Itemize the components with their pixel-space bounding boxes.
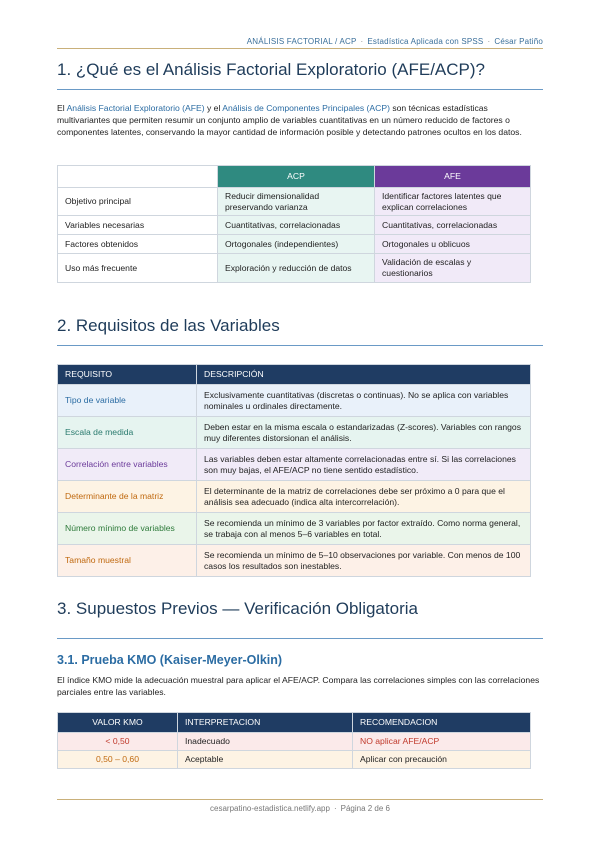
table-row	[58, 751, 531, 769]
table-header-recommendation: RECOMENDACION	[353, 713, 531, 733]
row-label: Variables necesarias	[58, 216, 218, 235]
section3-rule	[57, 638, 543, 639]
intro-highlight-acp: Análisis de Componentes Principales (ACP)	[222, 103, 390, 113]
footer-divider	[57, 799, 543, 800]
table-header-row	[58, 365, 531, 385]
kmo-subsection-title: 3.1. Prueba KMO (Kaiser-Meyer-Olkin)	[57, 653, 283, 667]
requirement-name: Determinante de la matriz	[58, 481, 197, 513]
acp-cell: Exploración y reducción de datos	[218, 254, 375, 283]
afe-cell: Validación de escalas y cuestionarios	[375, 254, 531, 283]
table-header-row	[58, 166, 531, 188]
acp-cell: Reducir dimensionalidad preservando varianza	[218, 188, 375, 216]
table-row	[58, 733, 531, 751]
afe-cell: Cuantitativas, correlacionadas	[375, 216, 531, 235]
footer-separator: ·	[333, 804, 337, 813]
table-row	[58, 216, 531, 235]
requirement-name: Correlación entre variables	[58, 449, 197, 481]
acp-cell: Ortogonales (independientes)	[218, 235, 375, 254]
kmo-table	[57, 712, 531, 769]
table-row	[58, 188, 531, 216]
section1-title: 1. ¿Qué es el Análisis Factorial Exploratorio (AFE/ACP)?	[57, 60, 485, 79]
header-separator: ·	[360, 37, 364, 46]
kmo-interpretation: Aceptable	[178, 751, 353, 769]
footer-page-number: Página 2 de 6	[340, 804, 390, 813]
intro-prefix: El	[57, 103, 67, 113]
afe-cell: Ortogonales u oblicuos	[375, 235, 531, 254]
requirement-name: Escala de medida	[58, 417, 197, 449]
table-row	[58, 513, 531, 545]
requirement-name: Tamaño muestral	[58, 545, 197, 577]
table-row	[58, 545, 531, 577]
kmo-description: El índice KMO mide la adecuación muestral para aplicar el AFE/ACP. Compara las correlaciones simples con las correlaciones parciales entre las variables.	[57, 675, 540, 698]
requirement-name: Número mínimo de variables	[58, 513, 197, 545]
requirement-description: Las variables deben estar altamente correlacionadas entre sí. Si las correlaciones son muy bajas, el AFE/ACP no tiene sentido estadístico.	[197, 449, 531, 481]
requirement-name: Tipo de variable	[58, 385, 197, 417]
running-header	[247, 37, 543, 46]
intro-rest: son técnicas estadísticas multivariantes que permiten resumir un conjunto amplio de variables cuantitativas en un número reducido de factores o componentes latentes, conservando la mayor cantidad de información posible y detectando patrones ocultos en los datos.	[57, 103, 522, 138]
header-author: César Patiño	[494, 37, 543, 46]
table-header-blank	[58, 166, 218, 188]
kmo-recommendation: NO aplicar AFE/ACP	[353, 733, 531, 751]
intro-highlight-afe: Análisis Factorial Exploratorio (AFE)	[66, 103, 205, 113]
requirement-description: Exclusivamente cuantitativas (discretas o continuas). No se aplica con variables nominales u ordinales directamente.	[197, 385, 531, 417]
footer-site: cesarpatino-estadistica.netlify.app	[210, 804, 330, 813]
section1-rule	[57, 89, 543, 90]
table-header-interpretation: INTERPRETACION	[178, 713, 353, 733]
table-row	[58, 254, 531, 283]
table-header-afe: AFE	[375, 166, 531, 188]
header-title: ANÁLISIS FACTORIAL / ACP	[246, 37, 357, 46]
header-divider	[57, 48, 543, 49]
row-label: Objetivo principal	[58, 188, 218, 216]
acp-cell: Cuantitativas, correlacionadas	[218, 216, 375, 235]
section3-title: 3. Supuestos Previos — Verificación Obligatoria	[57, 599, 418, 618]
table-header-kmo-value: VALOR KMO	[58, 713, 178, 733]
intro-mid: y el	[204, 103, 223, 113]
table-row	[58, 481, 531, 513]
kmo-value: < 0,50	[58, 733, 178, 751]
table-header-descripcion: DESCRIPCIÓN	[197, 365, 531, 385]
afe-cell: Identificar factores latentes que explican correlaciones	[375, 188, 531, 216]
kmo-recommendation: Aplicar con precaución	[353, 751, 531, 769]
row-label: Uso más frecuente	[58, 254, 218, 283]
acp-afe-comparison-table	[57, 165, 531, 283]
requirement-description: Se recomienda un mínimo de 3 variables por factor extraído. Como norma general, se trabaja con al menos 5–6 variables en total.	[197, 513, 531, 545]
table-header-acp: ACP	[218, 166, 375, 188]
header-subtitle: Estadística Aplicada con SPSS	[367, 37, 484, 46]
requirement-description: Se recomienda un mínimo de 5–10 observaciones por variable. Con menos de 100 casos los resultados son inestables.	[197, 545, 531, 577]
table-row	[58, 235, 531, 254]
row-label: Factores obtenidos	[58, 235, 218, 254]
table-header-requisito: REQUISITO	[58, 365, 197, 385]
table-header-row	[58, 713, 531, 733]
table-row	[58, 417, 531, 449]
requirement-description: El determinante de la matriz de correlaciones debe ser próximo a 0 para que el análisis sea adecuado (indica alta intercorrelación).	[197, 481, 531, 513]
section2-title: 2. Requisitos de las Variables	[57, 316, 280, 335]
section1-intro	[57, 102, 543, 139]
kmo-value: 0,50 – 0,60	[58, 751, 178, 769]
table-row	[58, 449, 531, 481]
header-separator: ·	[487, 37, 491, 46]
requirement-description: Deben estar en la misma escala o estandarizadas (Z-scores). Variables con rangos muy diferentes distorsionan el análisis.	[197, 417, 531, 449]
requirements-table	[57, 364, 531, 577]
page-footer	[0, 804, 600, 813]
section2-rule	[57, 345, 543, 346]
table-row	[58, 385, 531, 417]
kmo-interpretation: Inadecuado	[178, 733, 353, 751]
